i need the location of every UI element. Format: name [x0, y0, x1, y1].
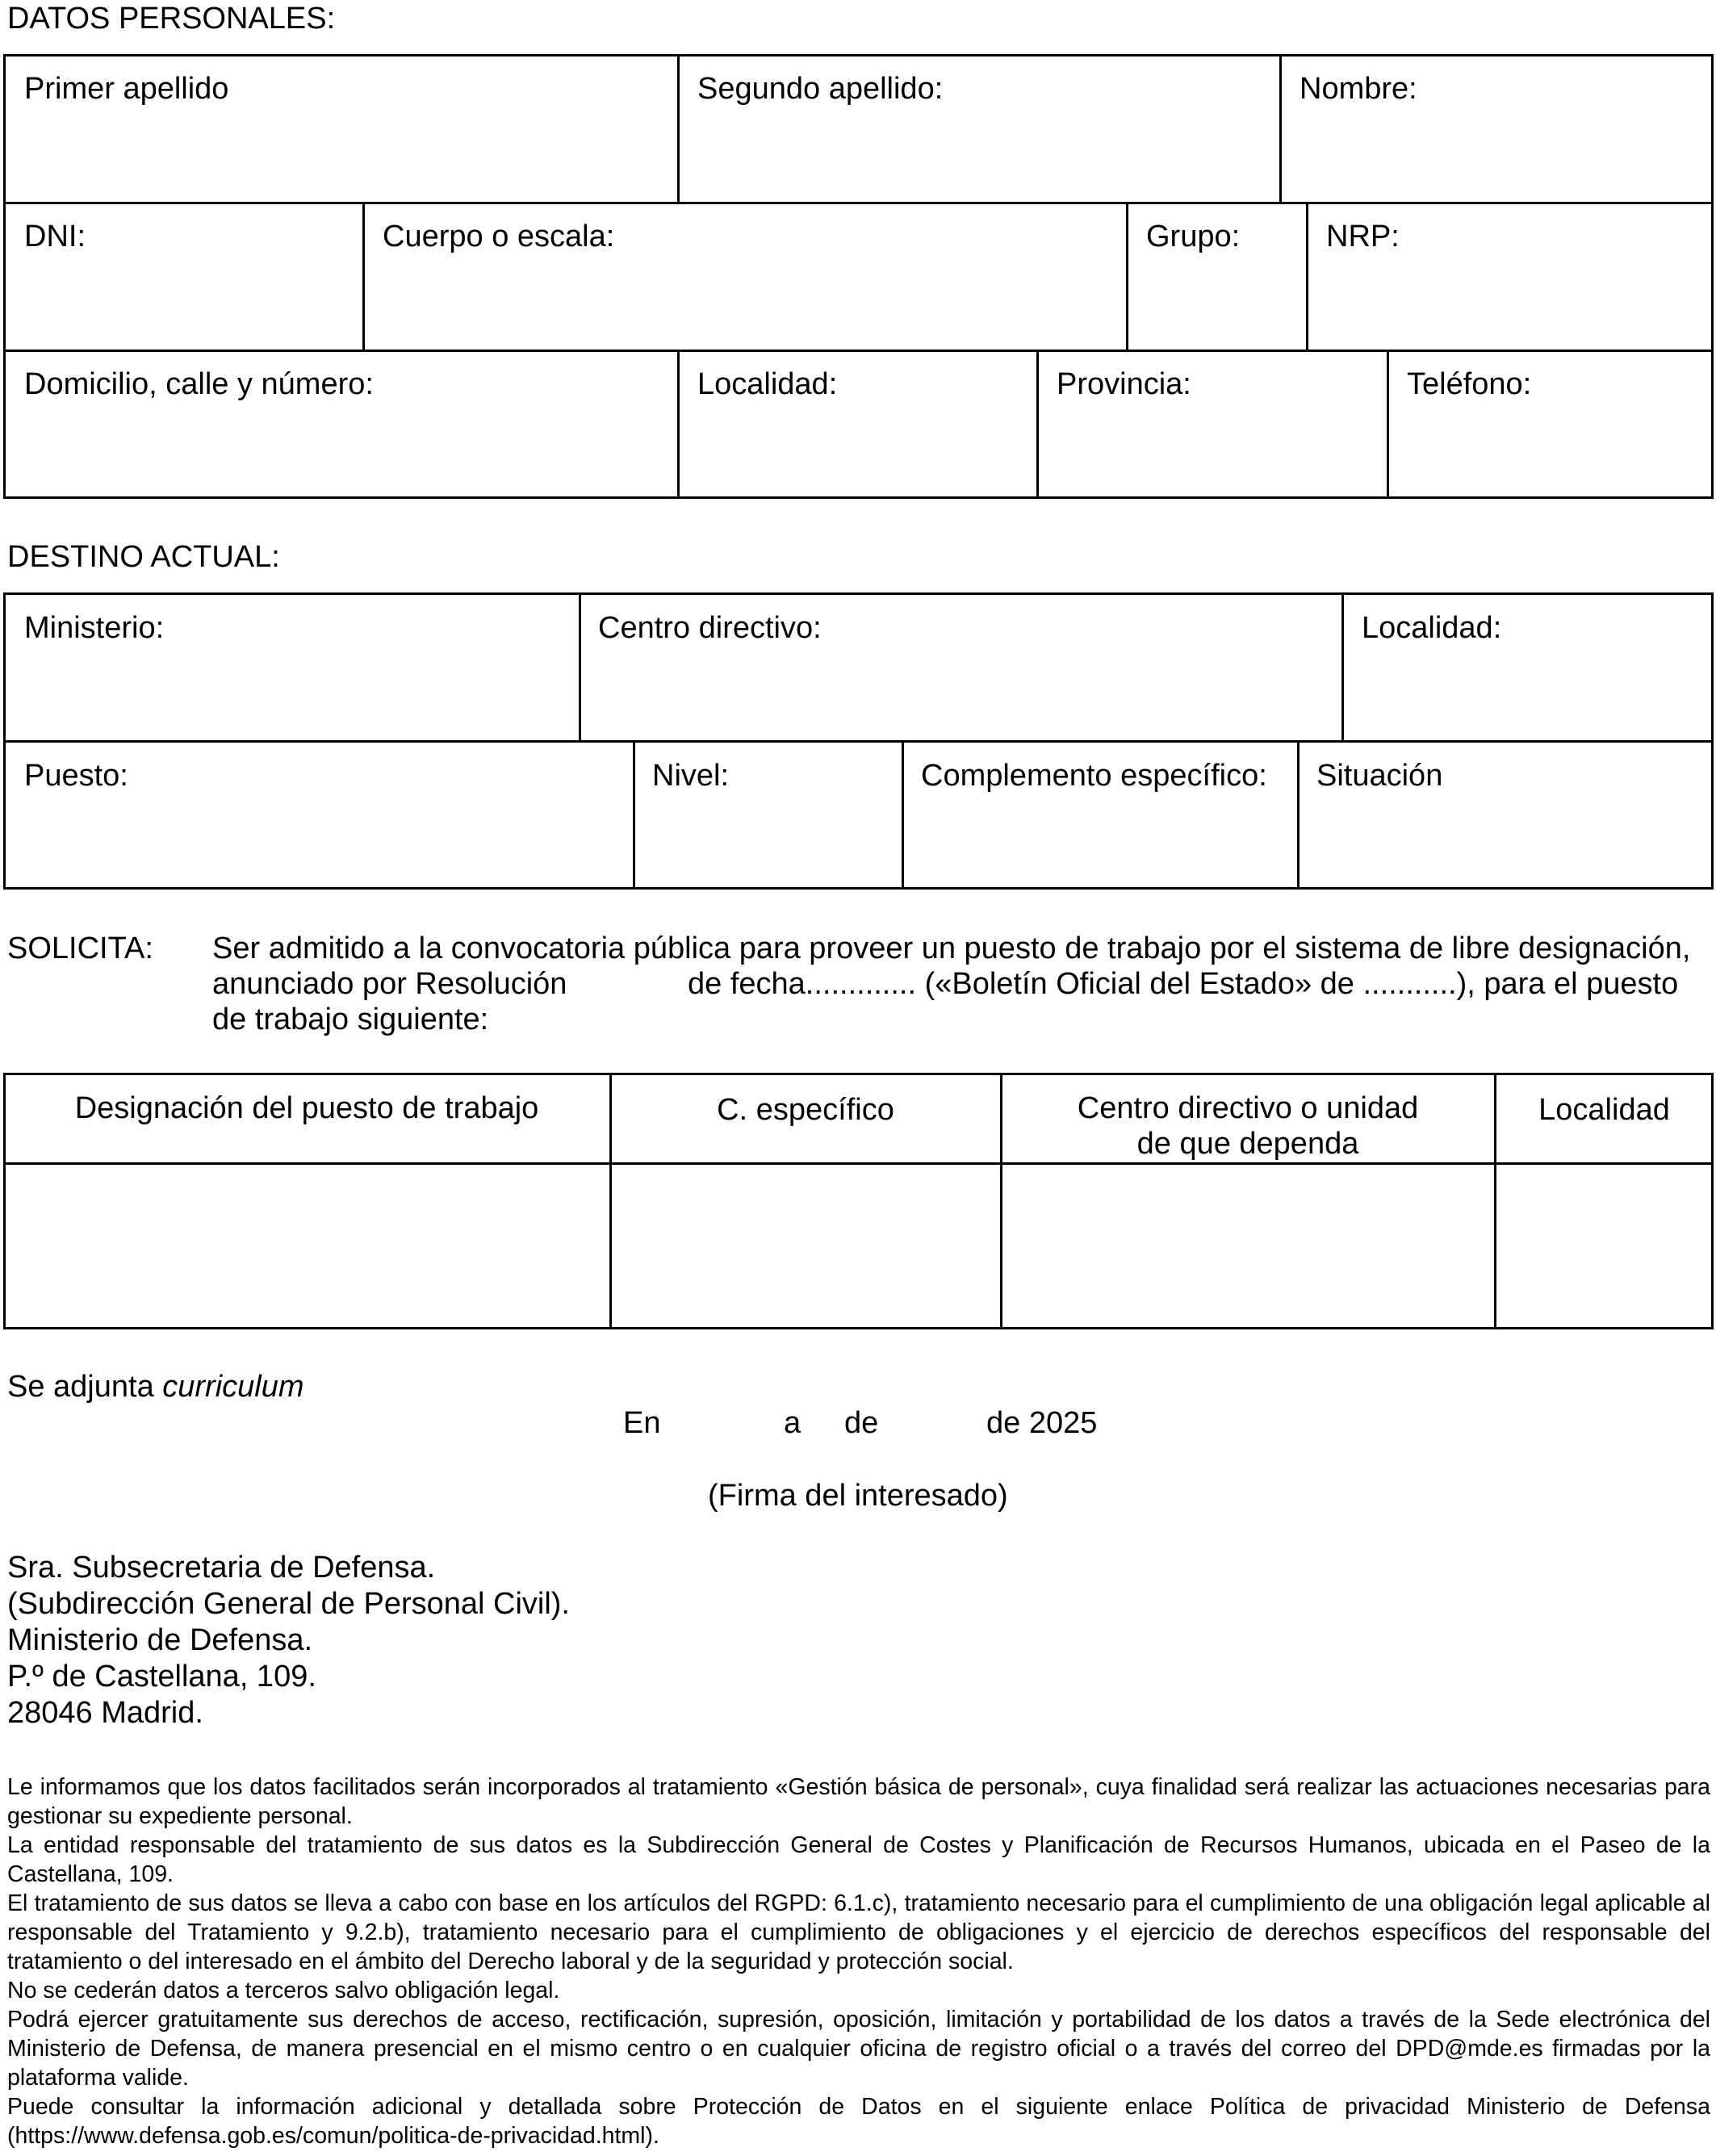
privacy-notice [7, 1773, 1710, 2150]
dni-field[interactable]: DNI: [24, 220, 86, 253]
ministerio-field[interactable]: Ministerio: [24, 611, 165, 645]
complemento-especifico-field[interactable]: Complemento específico: [921, 759, 1267, 793]
col-localidad: Localidad [1538, 1093, 1670, 1127]
nombre-field[interactable]: Nombre: [1300, 72, 1417, 106]
address-line: (Subdirección General de Personal Civil). [7, 1587, 570, 1621]
privacy-paragraph: La entidad responsable del tratamiento de sus datos es la Subdirección General de Costes y Planificación de Recursos Humanos, ubicada en el Paseo de la Castellana, 109. [7, 1832, 1710, 1887]
nivel-field[interactable]: Nivel: [652, 759, 730, 793]
privacy-paragraph: Podrá ejercer gratuitamente sus derechos de acceso, rectificación, supresión, oposición, limitación y portabilidad de los datos a través de la Sede electrónica del Ministerio de Defensa, de manera presencial en el mismo centro o en cualquier oficina de registro oficial o a través del correo del DPD@mde.es firmadas por la plataforma valide. [7, 2007, 1710, 2091]
privacy-paragraph: No se cederán datos a terceros salvo obligación legal. [7, 1978, 560, 2003]
col-centro-directivo-a: Centro directivo o unidad [1077, 1091, 1419, 1125]
firma-interesado: (Firma del interesado) [708, 1479, 1008, 1513]
address-line: Sra. Subsecretaria de Defensa. [7, 1551, 436, 1585]
adjunta-curriculum: curriculum [162, 1370, 304, 1404]
solicita-line-1: Ser admitido a la convocatoria pública para proveer un puesto de trabajo por el sistema de libre designación, [212, 931, 1691, 965]
adjunta-label: Se adjunta [7, 1370, 163, 1404]
puesto-field[interactable]: Puesto: [24, 759, 128, 793]
fecha-en: En [623, 1406, 661, 1440]
fecha-de-year: de 2025 [986, 1406, 1098, 1440]
col-designacion: Designación del puesto de trabajo [74, 1091, 539, 1125]
col-centro-directivo-b: de que dependa [1136, 1127, 1359, 1161]
telefono-field[interactable]: Teléfono: [1407, 367, 1532, 401]
grupo-field[interactable]: Grupo: [1146, 220, 1241, 253]
domicilio-field[interactable]: Domicilio, calle y número: [24, 367, 374, 401]
solicita-line-2a: anunciado por Resolución [212, 967, 567, 1001]
address-line: P.º de Castellana, 109. [7, 1660, 316, 1693]
segundo-apellido-field[interactable]: Segundo apellido: [697, 72, 944, 106]
cuerpo-escala-field[interactable]: Cuerpo o escala: [383, 220, 615, 253]
centro-directivo-field[interactable]: Centro directivo: [598, 611, 822, 645]
fecha-a: a [784, 1406, 801, 1440]
address-line: Ministerio de Defensa. [7, 1623, 313, 1657]
situacion-field[interactable]: Situación [1316, 759, 1443, 793]
nrp-field[interactable]: NRP: [1326, 220, 1400, 253]
adjunta-text [7, 1370, 304, 1405]
destino-heading: DESTINO ACTUAL: [7, 540, 280, 574]
address-line: 28046 Madrid. [7, 1696, 203, 1730]
privacy-paragraph: Puede consultar la información adicional y detallada sobre Protección de Datos en el siguiente enlace Política de privacidad Ministerio de Defensa (https://www.defensa.gob.es/comun/politica-de-privacidad.html). [7, 2094, 1710, 2149]
solicita-label: SOLICITA: [7, 931, 153, 965]
solicita-line-3: de trabajo siguiente: [212, 1003, 489, 1036]
localidad-field[interactable]: Localidad: [697, 367, 838, 401]
provincia-field[interactable]: Provincia: [1057, 367, 1191, 401]
col-c-especifico: C. específico [717, 1093, 894, 1127]
destino-localidad-field[interactable]: Localidad: [1362, 611, 1502, 645]
personal-table [3, 54, 1714, 499]
personal-heading: DATOS PERSONALES: [7, 2, 336, 36]
primer-apellido-field[interactable]: Primer apellido [24, 72, 229, 106]
privacy-paragraph: Le informamos que los datos facilitados serán incorporados al tratamiento «Gestión básica de personal», cuya finalidad será realizar las actuaciones necesarias para gestionar su expediente personal. [7, 1774, 1710, 1829]
privacy-paragraph: El tratamiento de sus datos se lleva a cabo con base en los artículos del RGPD: 6.1.c), tratamiento necesario para el cumplimiento de una obligación legal aplicable al responsable del Tratamiento y 9.2.b), tratamiento necesario para el cumplimiento de obligaciones y el ejercicio de derechos específicos del responsable del tratamiento o del interesado en el ámbito del Derecho laboral y de la seguridad y protección social. [7, 1890, 1710, 1974]
solicita-line-2b: de fecha............. («Boletín Oficial del Estado» de ...........), para el puesto [688, 967, 1679, 1001]
fecha-de: de [844, 1406, 879, 1440]
